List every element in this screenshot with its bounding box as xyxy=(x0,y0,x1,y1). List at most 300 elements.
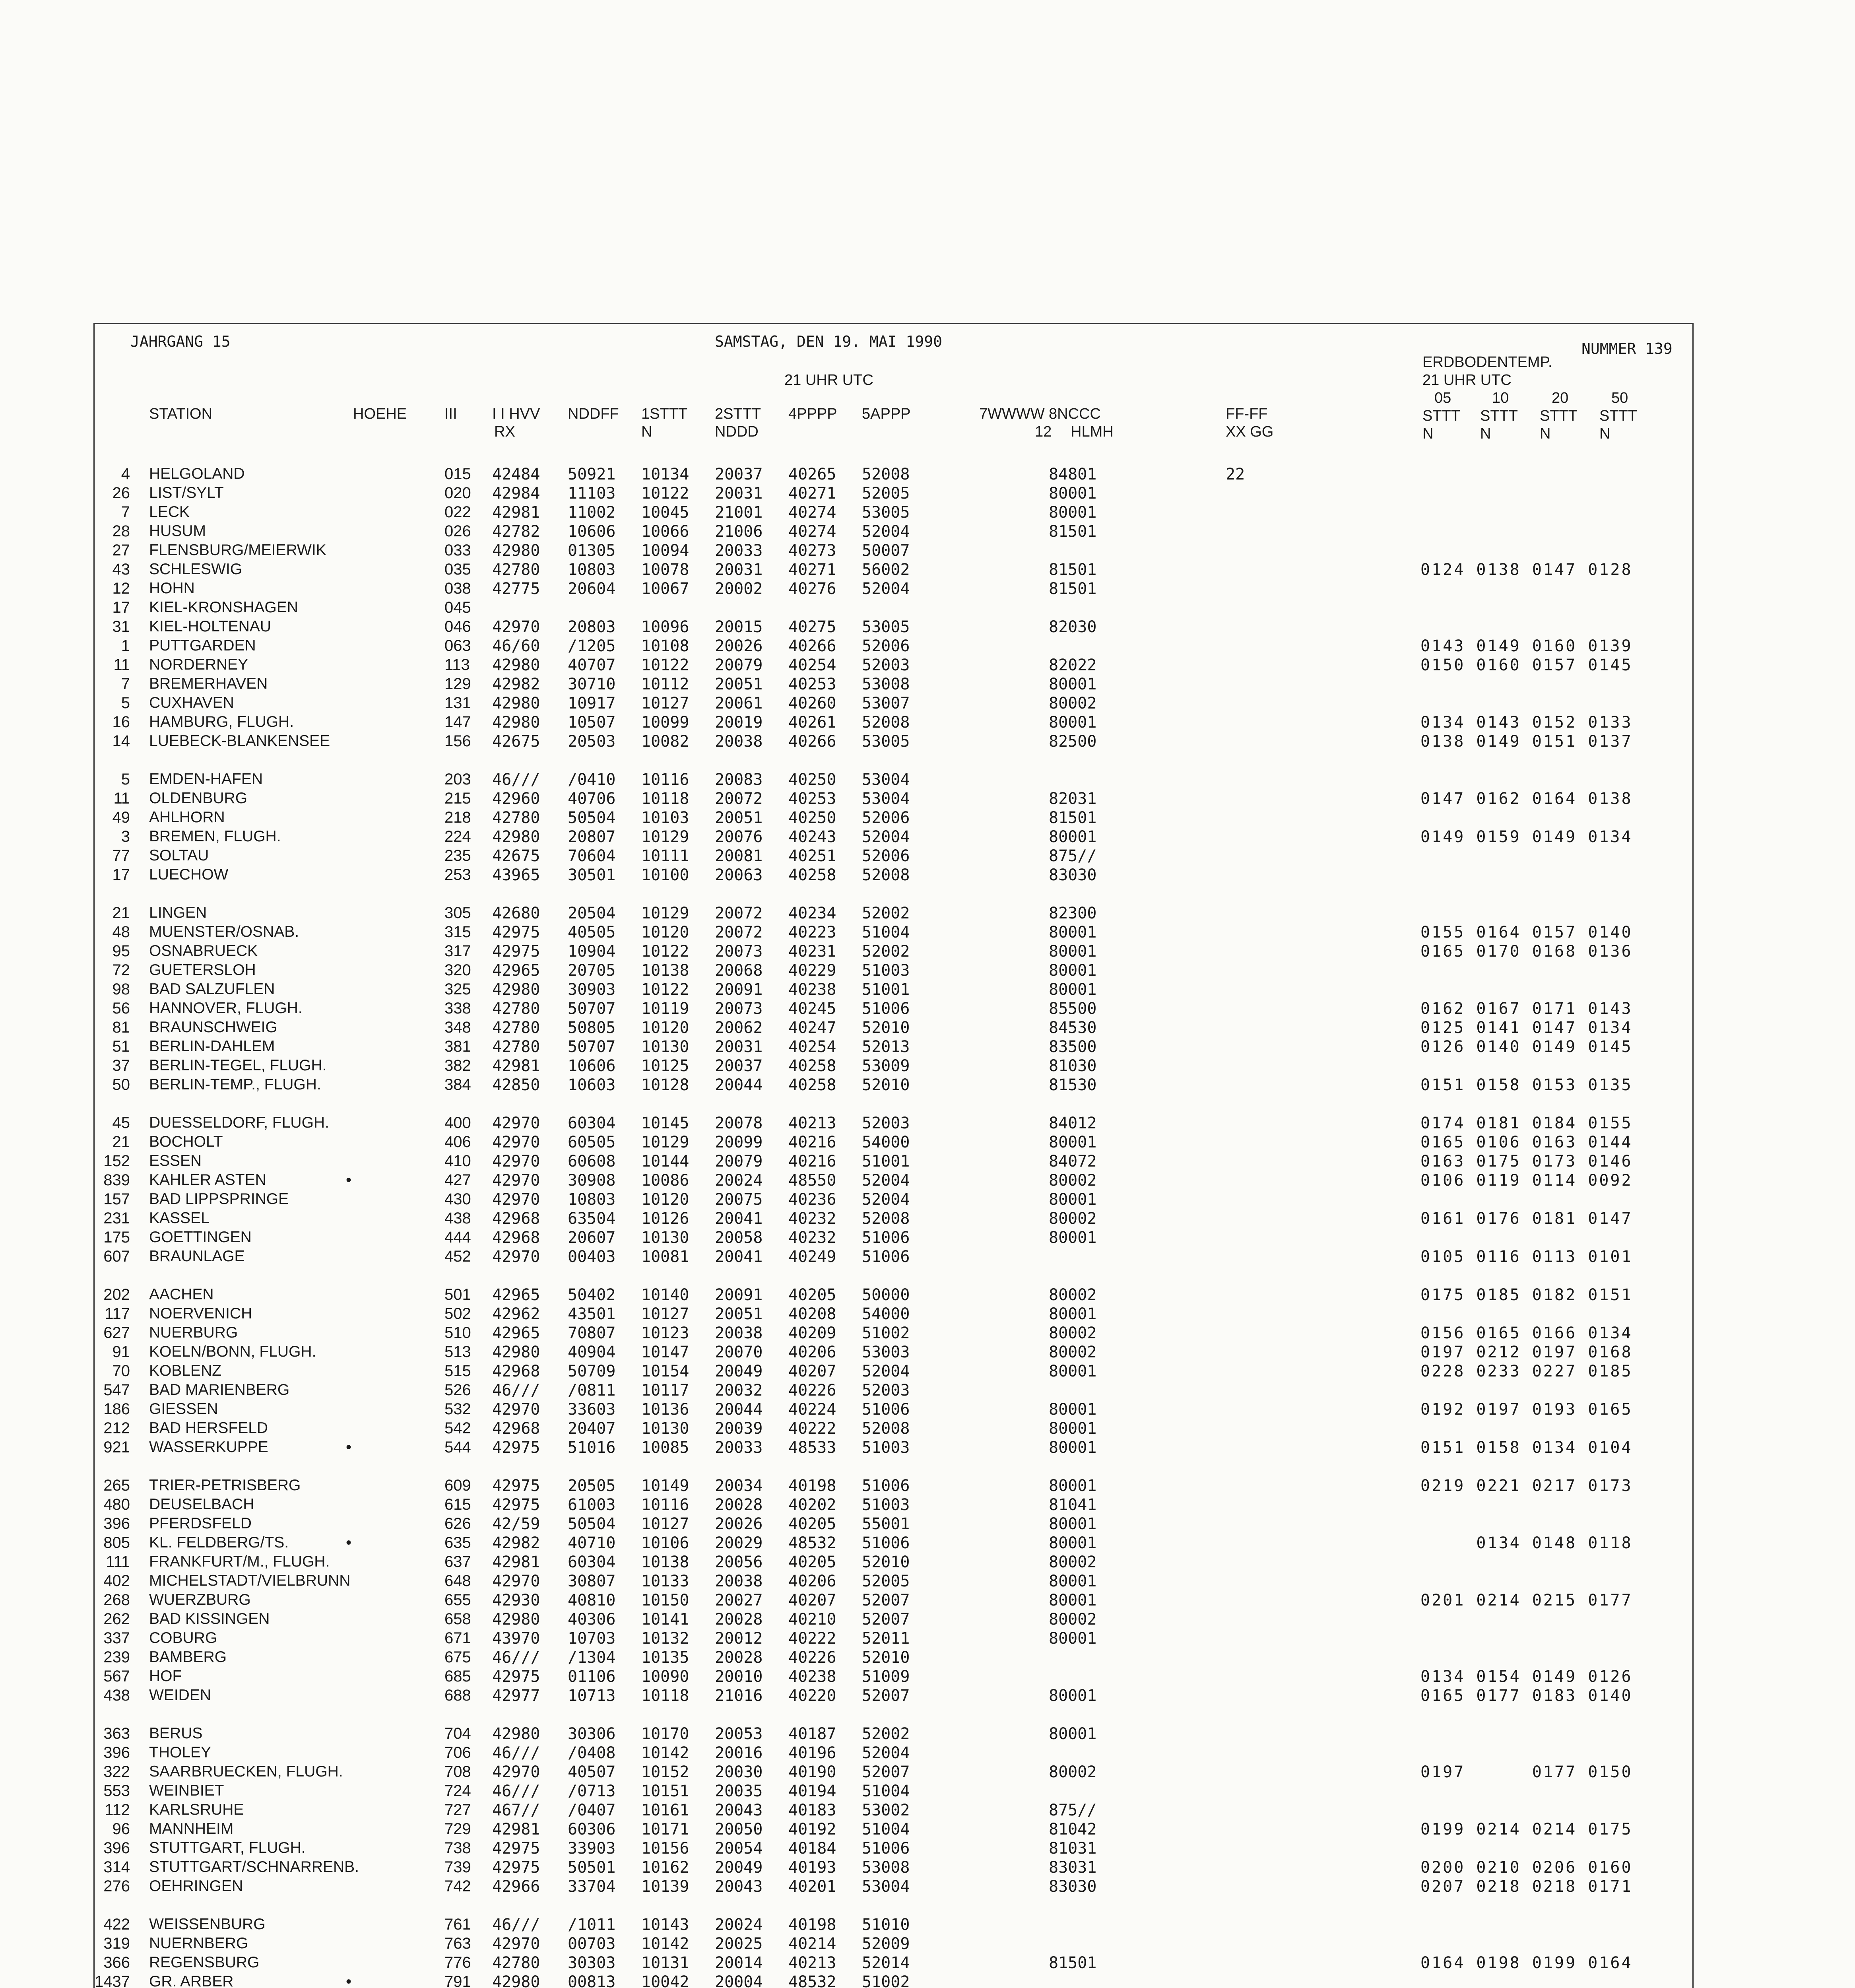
group-2sttt: 20034 xyxy=(715,1477,763,1495)
group-iihvv: 42970 xyxy=(492,1190,540,1209)
station-id: 015 xyxy=(444,465,471,483)
table-row xyxy=(95,1858,1692,1877)
group-8nccc: 80001 xyxy=(1049,503,1097,522)
table-row xyxy=(95,1820,1692,1839)
station-id: 671 xyxy=(444,1629,471,1647)
bulletin-sheet xyxy=(93,323,1694,1988)
group-1sttt: 10171 xyxy=(641,1820,689,1839)
station-id: 147 xyxy=(444,713,471,731)
station-name: PFERDSFELD xyxy=(149,1515,252,1532)
group-iihvv: 42968 xyxy=(492,1362,540,1380)
table-row xyxy=(95,923,1692,942)
station-name: LIST/SYLT xyxy=(149,484,224,501)
table-row xyxy=(95,961,1692,980)
group-2sttt: 20068 xyxy=(715,961,763,980)
station-name: NUERNBERG xyxy=(149,1935,248,1952)
group-5appp: 52008 xyxy=(862,1419,910,1438)
col-g5: 4PPPP xyxy=(788,406,837,422)
group-2sttt: 20039 xyxy=(715,1419,763,1438)
soil-temperatures: 0143 0149 0160 0139 xyxy=(1420,637,1633,655)
table-row xyxy=(95,866,1692,885)
group-nddff: 10803 xyxy=(568,561,616,579)
station-height: 186 xyxy=(103,1400,130,1418)
soil-temperatures: 0165 0106 0163 0144 xyxy=(1420,1133,1633,1151)
table-row xyxy=(95,713,1692,732)
table-row xyxy=(95,656,1692,675)
station-height: 81 xyxy=(112,1019,130,1036)
group-2sttt: 20078 xyxy=(715,1114,763,1132)
station-name: GOETTINGEN xyxy=(149,1229,252,1246)
group-5appp: 51006 xyxy=(862,1229,910,1247)
group-iihvv: 42675 xyxy=(492,732,540,751)
group-nddff: 20407 xyxy=(568,1419,616,1438)
col-sttt-05-n: N xyxy=(1422,425,1434,442)
group-5appp: 51001 xyxy=(862,980,910,999)
group-nddff: 30306 xyxy=(568,1725,616,1743)
group-1sttt: 10120 xyxy=(641,923,689,942)
station-name: LUEBECK-BLANKENSEE xyxy=(149,732,330,749)
group-2sttt: 20044 xyxy=(715,1076,763,1094)
group-5appp: 52009 xyxy=(862,1935,910,1953)
group-5appp: 52008 xyxy=(862,866,910,884)
station-id: 381 xyxy=(444,1038,471,1055)
group-2sttt: 20043 xyxy=(715,1877,763,1896)
station-id: 615 xyxy=(444,1496,471,1513)
group-4pppp: 40202 xyxy=(788,1496,836,1514)
group-1sttt: 10118 xyxy=(641,790,689,808)
station-id: 400 xyxy=(444,1114,471,1132)
station-id: 224 xyxy=(444,828,471,845)
table-row xyxy=(95,847,1692,866)
group-2sttt: 20056 xyxy=(715,1553,763,1571)
group-iihvv: 42980 xyxy=(492,1343,540,1361)
group-nddff: 00403 xyxy=(568,1248,616,1266)
table-row xyxy=(95,1591,1692,1610)
station-height: 567 xyxy=(103,1668,130,1685)
station-name: KAHLER ASTEN xyxy=(149,1171,266,1188)
station-height: 396 xyxy=(103,1839,130,1857)
group-2sttt: 20038 xyxy=(715,1572,763,1590)
group-4pppp: 40271 xyxy=(788,561,836,579)
table-row xyxy=(95,904,1692,923)
col-sttt-20-n: N xyxy=(1540,425,1551,442)
table-row xyxy=(95,1152,1692,1171)
group-8nccc: 81501 xyxy=(1049,809,1097,827)
group-5appp: 51003 xyxy=(862,1439,910,1457)
table-row xyxy=(95,1515,1692,1534)
station-id: 626 xyxy=(444,1515,471,1532)
col-g2: NDDFF xyxy=(568,406,619,422)
group-iihvv: 42780 xyxy=(492,1000,540,1018)
soil-temperatures: 0197 0212 0197 0168 xyxy=(1420,1343,1633,1361)
mountain-station-marker: • xyxy=(346,1171,352,1189)
station-height: 805 xyxy=(103,1534,130,1551)
group-4pppp: 40250 xyxy=(788,809,836,827)
group-5appp: 53008 xyxy=(862,1858,910,1877)
group-8nccc: 80002 xyxy=(1049,1209,1097,1228)
group-1sttt: 10045 xyxy=(641,503,689,522)
station-id: 406 xyxy=(444,1133,471,1151)
col-g8: 8NCCC xyxy=(1049,406,1101,422)
group-8nccc: 81501 xyxy=(1049,522,1097,541)
group-2sttt: 21016 xyxy=(715,1687,763,1705)
group-8nccc: 80001 xyxy=(1049,1362,1097,1380)
group-4pppp: 40232 xyxy=(788,1229,836,1247)
group-1sttt: 10078 xyxy=(641,561,689,579)
group-5appp: 52006 xyxy=(862,809,910,827)
group-1sttt: 10123 xyxy=(641,1324,689,1342)
station-name: PUTTGARDEN xyxy=(149,637,256,654)
group-nddff: 50402 xyxy=(568,1286,616,1304)
station-id: 635 xyxy=(444,1534,471,1551)
erdboden-utc: 21 UHR UTC xyxy=(1422,372,1512,388)
group-iihvv: 42984 xyxy=(492,484,540,503)
group-2sttt: 20026 xyxy=(715,1515,763,1533)
table-row xyxy=(95,1687,1692,1705)
group-nddff: 50504 xyxy=(568,809,616,827)
group-4pppp: 40184 xyxy=(788,1839,836,1858)
group-2sttt: 20051 xyxy=(715,809,763,827)
station-height: 96 xyxy=(112,1820,130,1838)
table-row xyxy=(95,522,1692,541)
group-iihvv: 42968 xyxy=(492,1229,540,1247)
station-height: 262 xyxy=(103,1610,130,1628)
station-name: GIESSEN xyxy=(149,1400,218,1417)
group-iihvv: 42970 xyxy=(492,1400,540,1419)
group-5appp: 52010 xyxy=(862,1553,910,1571)
station-name: WUERZBURG xyxy=(149,1591,251,1608)
station-name: OSNABRUECK xyxy=(149,942,258,959)
group-4pppp: 40196 xyxy=(788,1744,836,1762)
station-id: 501 xyxy=(444,1286,471,1303)
table-row xyxy=(95,1324,1692,1343)
station-id: 763 xyxy=(444,1935,471,1952)
table-row xyxy=(95,1171,1692,1190)
group-1sttt: 10145 xyxy=(641,1114,689,1132)
group-8nccc: 81031 xyxy=(1049,1839,1097,1858)
group-nddff: 50805 xyxy=(568,1019,616,1037)
group-nddff: 70604 xyxy=(568,847,616,865)
station-id: 317 xyxy=(444,942,471,960)
group-5appp: 52002 xyxy=(862,1725,910,1743)
table-row xyxy=(95,1057,1692,1076)
station-name: TRIER-PETRISBERG xyxy=(149,1477,301,1494)
group-8nccc: 80001 xyxy=(1049,1629,1097,1648)
col-g7: 7WWWW xyxy=(979,406,1045,422)
group-1sttt: 10140 xyxy=(641,1286,689,1304)
group-iihvv: 42/59 xyxy=(492,1515,540,1533)
station-height: 5 xyxy=(121,771,130,788)
group-nddff: /1205 xyxy=(568,637,616,655)
group-iihvv: 42484 xyxy=(492,465,540,483)
group-1sttt: 10130 xyxy=(641,1229,689,1247)
group-2sttt: 20038 xyxy=(715,732,763,751)
group-8nccc: 80001 xyxy=(1049,484,1097,503)
station-table xyxy=(95,324,1692,1988)
station-id: 348 xyxy=(444,1019,471,1036)
station-height: 157 xyxy=(103,1190,130,1208)
group-iihvv: 42970 xyxy=(492,1572,540,1590)
soil-temperatures: 0200 0210 0206 0160 xyxy=(1420,1858,1633,1877)
group-2sttt: 20073 xyxy=(715,942,763,961)
group-2sttt: 20032 xyxy=(715,1381,763,1400)
group-4pppp: 40238 xyxy=(788,980,836,999)
group-4pppp: 48533 xyxy=(788,1439,836,1457)
group-1sttt: 10116 xyxy=(641,771,689,789)
soil-temperatures: 0138 0149 0151 0137 xyxy=(1420,732,1633,751)
col-sttt-20: STTT xyxy=(1540,408,1578,424)
group-1sttt: 10112 xyxy=(641,675,689,693)
group-4pppp: 40226 xyxy=(788,1648,836,1667)
station-height: 1437 xyxy=(95,1973,130,1988)
group-8nccc: 83500 xyxy=(1049,1038,1097,1056)
group-iihvv: 42975 xyxy=(492,1496,540,1514)
group-iihvv: 42930 xyxy=(492,1591,540,1609)
group-4pppp: 40232 xyxy=(788,1209,836,1228)
group-5appp: 53002 xyxy=(862,1801,910,1819)
group-nddff: 20803 xyxy=(568,618,616,636)
station-id: 022 xyxy=(444,503,471,521)
group-iihvv: 42970 xyxy=(492,1935,540,1953)
soil-temperatures: 0175 0185 0182 0151 xyxy=(1420,1286,1633,1304)
group-2sttt: 20058 xyxy=(715,1229,763,1247)
table-row xyxy=(95,1381,1692,1400)
table-row xyxy=(95,1114,1692,1133)
station-height: 366 xyxy=(103,1954,130,1971)
station-name: STUTTGART, FLUGH. xyxy=(149,1839,306,1856)
group-5appp: 52002 xyxy=(862,904,910,922)
col-hoehe: HOEHE xyxy=(353,406,407,422)
group-1sttt: 10122 xyxy=(641,980,689,999)
group-4pppp: 40276 xyxy=(788,580,836,598)
group-1sttt: 10090 xyxy=(641,1668,689,1686)
group-2sttt: 20002 xyxy=(715,580,763,598)
group-2sttt: 20075 xyxy=(715,1190,763,1209)
group-1sttt: 10142 xyxy=(641,1744,689,1762)
col-g1: I I HVV xyxy=(492,406,540,422)
group-2sttt: 20051 xyxy=(715,675,763,693)
table-row xyxy=(95,1629,1692,1648)
group-8nccc: 80001 xyxy=(1049,1133,1097,1151)
group-iihvv: 42975 xyxy=(492,1858,540,1877)
group-8nccc: 80001 xyxy=(1049,713,1097,732)
soil-temperatures: 0147 0162 0164 0138 xyxy=(1420,790,1633,808)
col-g7-sub: 12 xyxy=(1035,423,1052,440)
group-5appp: 51003 xyxy=(862,1496,910,1514)
group-4pppp: 40249 xyxy=(788,1248,836,1266)
table-row xyxy=(95,1877,1692,1896)
table-row xyxy=(95,1916,1692,1934)
group-5appp: 53007 xyxy=(862,694,910,712)
group-iihvv: 42780 xyxy=(492,809,540,827)
group-1sttt: 10147 xyxy=(641,1343,689,1361)
station-height: 112 xyxy=(105,1801,130,1819)
group-iihvv: 42780 xyxy=(492,1038,540,1056)
group-1sttt: 10122 xyxy=(641,484,689,503)
group-5appp: 52004 xyxy=(862,1190,910,1209)
soil-temperatures: 0165 0177 0183 0140 xyxy=(1420,1687,1633,1705)
group-4pppp: 40271 xyxy=(788,484,836,503)
group-8nccc: 80002 xyxy=(1049,1343,1097,1361)
station-id: 315 xyxy=(444,923,471,941)
table-row xyxy=(95,580,1692,598)
station-id: 675 xyxy=(444,1648,471,1666)
group-nddff: 20505 xyxy=(568,1477,616,1495)
station-height: 4 xyxy=(121,465,130,483)
group-2sttt: 20010 xyxy=(715,1668,763,1686)
group-1sttt: 10126 xyxy=(641,1209,689,1228)
station-id: 038 xyxy=(444,580,471,597)
group-1sttt: 10096 xyxy=(641,618,689,636)
station-id: 203 xyxy=(444,771,471,788)
station-height: 45 xyxy=(112,1114,130,1132)
group-4pppp: 40234 xyxy=(788,904,836,922)
station-id: 727 xyxy=(444,1801,471,1819)
group-nddff: 00703 xyxy=(568,1935,616,1953)
station-id: 046 xyxy=(444,618,471,635)
group-5appp: 51004 xyxy=(862,1782,910,1800)
group-2sttt: 20079 xyxy=(715,656,763,674)
station-height: 921 xyxy=(103,1439,130,1456)
group-1sttt: 10086 xyxy=(641,1171,689,1190)
station-name: BAD LIPPSPRINGE xyxy=(149,1190,289,1208)
group-8nccc: 80001 xyxy=(1049,961,1097,980)
station-name: OLDENBURG xyxy=(149,790,248,807)
group-4pppp: 40183 xyxy=(788,1801,836,1819)
group-1sttt: 10141 xyxy=(641,1610,689,1629)
group-5appp: 51001 xyxy=(862,1152,910,1171)
group-4pppp: 40198 xyxy=(788,1477,836,1495)
station-height: 553 xyxy=(103,1782,130,1800)
station-height: 56 xyxy=(112,1000,130,1017)
group-1sttt: 10133 xyxy=(641,1572,689,1590)
group-5appp: 54000 xyxy=(862,1305,910,1323)
station-name: COBURG xyxy=(149,1629,217,1646)
group-1sttt: 10066 xyxy=(641,522,689,541)
group-2sttt: 20028 xyxy=(715,1496,763,1514)
group-2sttt: 20016 xyxy=(715,1744,763,1762)
station-id: 020 xyxy=(444,484,471,502)
group-5appp: 51002 xyxy=(862,1324,910,1342)
group-8nccc: 80001 xyxy=(1049,923,1097,942)
group-iihvv: 42965 xyxy=(492,1324,540,1342)
station-height: 276 xyxy=(103,1877,130,1895)
station-height: 363 xyxy=(103,1725,130,1742)
group-5appp: 52011 xyxy=(862,1629,910,1648)
group-iihvv: 46/// xyxy=(492,1782,540,1800)
group-5appp: 52006 xyxy=(862,637,910,655)
group-iihvv: 42966 xyxy=(492,1877,540,1896)
group-nddff: /0408 xyxy=(568,1744,616,1762)
table-row xyxy=(95,1668,1692,1686)
group-1sttt: 10094 xyxy=(641,542,689,560)
group-1sttt: 10128 xyxy=(641,1076,689,1094)
mountain-station-marker: • xyxy=(346,1439,352,1456)
table-row xyxy=(95,1782,1692,1801)
station-id: 063 xyxy=(444,637,471,654)
table-row xyxy=(95,771,1692,789)
group-8nccc: 875// xyxy=(1049,847,1097,865)
col-ff-sub: XX GG xyxy=(1226,423,1274,440)
group-8nccc: 80001 xyxy=(1049,675,1097,693)
group-2sttt: 20061 xyxy=(715,694,763,712)
group-5appp: 52010 xyxy=(862,1019,910,1037)
col-g4-sub: NDDD xyxy=(715,423,759,440)
group-2sttt: 20037 xyxy=(715,465,763,483)
group-1sttt: 10106 xyxy=(641,1534,689,1552)
group-4pppp: 40193 xyxy=(788,1858,836,1877)
group-5appp: 52007 xyxy=(862,1610,910,1629)
group-4pppp: 40238 xyxy=(788,1668,836,1686)
group-nddff: 33603 xyxy=(568,1400,616,1419)
col-station: STATION xyxy=(149,406,213,422)
station-height: 91 xyxy=(112,1343,130,1361)
group-nddff: 30903 xyxy=(568,980,616,999)
group-2sttt: 20019 xyxy=(715,713,763,732)
group-nddff: 10713 xyxy=(568,1687,616,1705)
group-nddff: 70807 xyxy=(568,1324,616,1342)
table-row xyxy=(95,1305,1692,1324)
group-iihvv: 42970 xyxy=(492,1114,540,1132)
group-2sttt: 20025 xyxy=(715,1935,763,1953)
soil-temperatures: 0149 0159 0149 0134 xyxy=(1420,828,1633,846)
station-height: 16 xyxy=(112,713,130,731)
table-row xyxy=(95,1190,1692,1209)
station-name: WEIDEN xyxy=(149,1687,211,1704)
col-sttt-05: STTT xyxy=(1422,408,1460,424)
group-4pppp: 40258 xyxy=(788,866,836,884)
group-2sttt: 20049 xyxy=(715,1362,763,1380)
group-1sttt: 10142 xyxy=(641,1935,689,1953)
station-height: 12 xyxy=(112,580,130,597)
nummer: NUMMER 139 xyxy=(1581,340,1673,357)
group-4pppp: 40198 xyxy=(788,1916,836,1934)
group-nddff: 20504 xyxy=(568,904,616,922)
table-row xyxy=(95,1534,1692,1553)
group-5appp: 50000 xyxy=(862,1286,910,1304)
group-iihvv: 42980 xyxy=(492,1973,540,1988)
group-nddff: /1011 xyxy=(568,1916,616,1934)
group-2sttt: 20038 xyxy=(715,1324,763,1342)
table-row xyxy=(95,1229,1692,1247)
group-nddff: 10917 xyxy=(568,694,616,712)
group-nddff: 20604 xyxy=(568,580,616,598)
soil-temperatures: 0124 0138 0147 0128 xyxy=(1420,561,1633,579)
table-row xyxy=(95,1553,1692,1572)
group-nddff: 60505 xyxy=(568,1133,616,1151)
station-name: NORDERNEY xyxy=(149,656,248,673)
mountain-station-marker: • xyxy=(346,1973,352,1988)
station-name: KOBLENZ xyxy=(149,1362,222,1379)
group-iihvv: 46/// xyxy=(492,1744,540,1762)
group-4pppp: 40236 xyxy=(788,1190,836,1209)
station-name: LUECHOW xyxy=(149,866,229,883)
station-id: 513 xyxy=(444,1343,471,1361)
group-1sttt: 10067 xyxy=(641,580,689,598)
table-row xyxy=(95,1286,1692,1305)
station-height: 17 xyxy=(112,599,130,616)
station-name: BERLIN-TEGEL, FLUGH. xyxy=(149,1057,327,1074)
station-height: 268 xyxy=(103,1591,130,1609)
group-8nccc: 80001 xyxy=(1049,1477,1097,1495)
group-2sttt: 20050 xyxy=(715,1820,763,1839)
station-id: 542 xyxy=(444,1419,471,1437)
station-id: 761 xyxy=(444,1916,471,1933)
group-8nccc: 80001 xyxy=(1049,1572,1097,1590)
station-name: BREMEN, FLUGH. xyxy=(149,828,281,845)
group-2sttt: 20044 xyxy=(715,1400,763,1419)
table-row xyxy=(95,561,1692,579)
